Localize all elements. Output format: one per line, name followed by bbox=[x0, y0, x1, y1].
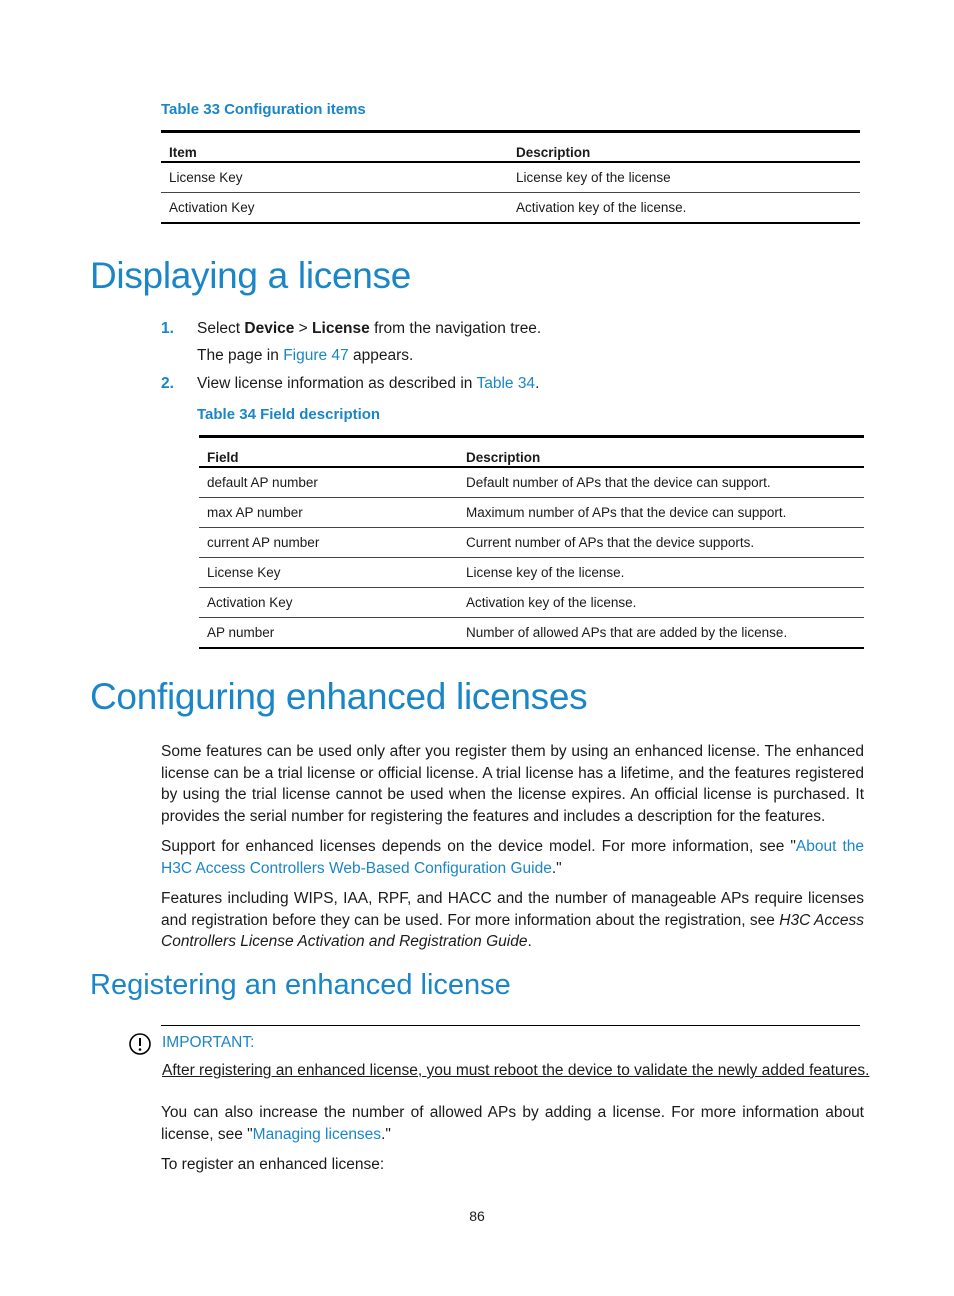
table-cell: Activation Key bbox=[161, 193, 508, 224]
paragraph: Some features can be used only after you register them by using an enhanced license. The enhanced license can be a trial license or official license. A trial license has a lifetime, and the features registered by using the trial license cannot be used when the license expires. An official license is purchased. It provides the serial number for registering the features and includes a description for the features. bbox=[161, 743, 864, 825]
web-config-guide-link[interactable]: About the H3C Access Controllers Web-Based Configuration Guide bbox=[161, 838, 865, 877]
paragraph bbox=[161, 1102, 864, 1145]
table-cell: Activation key of the license. bbox=[508, 193, 860, 224]
table-cell: max AP number bbox=[199, 498, 458, 528]
table-cell: AP number bbox=[199, 618, 458, 649]
important-notice-rule bbox=[161, 1025, 860, 1026]
step-text: appears. bbox=[348, 347, 414, 364]
managing-licenses-link[interactable]: Managing licenses bbox=[252, 1125, 382, 1143]
guide-title: H3C Access Controllers License Activation and Registration Guide bbox=[161, 911, 864, 950]
important-icon bbox=[128, 1032, 152, 1056]
paragraph bbox=[161, 888, 864, 953]
table-cell: Maximum number of APs that the device can support. bbox=[458, 498, 864, 528]
paragraph-text: Support for enhanced licenses depends on the device model. For more information, see " bbox=[161, 838, 796, 855]
paragraph-text: You can also increase the number of allowed APs by adding a license. For more information about license, see " bbox=[161, 1104, 864, 1143]
paragraph-text: Features including WIPS, IAA, RPF, and HACC and the number of manageable APs require licenses and registration before they can be used. For more information about the registration, see bbox=[161, 890, 864, 929]
section-title-displaying-license: Displaying a license bbox=[90, 255, 412, 296]
menu-path-device: Device bbox=[244, 320, 295, 337]
table-cell: Activation key of the license. bbox=[458, 588, 864, 618]
table-row bbox=[199, 498, 864, 528]
table-33-caption: Table 33 Configuration items bbox=[161, 101, 366, 118]
important-label: IMPORTANT: bbox=[162, 1034, 255, 1051]
column-header: Field bbox=[199, 438, 458, 467]
table-row bbox=[161, 162, 860, 193]
table-34-link[interactable]: Table 34 bbox=[476, 375, 536, 392]
table-cell: License Key bbox=[199, 558, 458, 588]
step-1-sub bbox=[197, 347, 413, 365]
table-cell: Default number of APs that the device can support. bbox=[458, 467, 864, 498]
table-header-row bbox=[161, 133, 860, 162]
paragraph-text: ." bbox=[381, 1125, 391, 1143]
paragraph bbox=[161, 836, 864, 879]
step-2-text bbox=[197, 375, 539, 393]
important-text: After registering an enhanced license, you must reboot the device to validate the newly added features. bbox=[162, 1062, 870, 1079]
paragraph-text: . bbox=[527, 933, 532, 950]
paragraph: To register an enhanced license: bbox=[161, 1156, 385, 1173]
step-text: from the navigation tree. bbox=[369, 320, 542, 337]
table-33 bbox=[161, 133, 860, 224]
step-number: 2. bbox=[161, 375, 174, 392]
table-cell: License key of the license. bbox=[458, 558, 864, 588]
table-cell: License Key bbox=[161, 162, 508, 193]
column-header: Description bbox=[458, 438, 864, 467]
table-row bbox=[199, 528, 864, 558]
section-title-registering-enhanced-license: Registering an enhanced license bbox=[90, 969, 511, 1001]
table-cell: Number of allowed APs that are added by the license. bbox=[458, 618, 864, 649]
table-row bbox=[199, 558, 864, 588]
table-row bbox=[199, 618, 864, 649]
column-header: Item bbox=[161, 133, 508, 162]
paragraph-text: ." bbox=[551, 859, 562, 877]
step-1-text bbox=[197, 320, 541, 338]
menu-path-license: License bbox=[312, 320, 370, 337]
figure-47-link[interactable]: Figure 47 bbox=[283, 347, 349, 364]
table-cell: current AP number bbox=[199, 528, 458, 558]
table-cell: License key of the license bbox=[508, 162, 860, 193]
table-cell: default AP number bbox=[199, 467, 458, 498]
section-title-configuring-enhanced-licenses: Configuring enhanced licenses bbox=[90, 676, 588, 717]
table-34 bbox=[199, 438, 864, 649]
step-text: The page in bbox=[197, 347, 284, 364]
table-34-caption: Table 34 Field description bbox=[197, 406, 381, 423]
menu-path-separator: > bbox=[294, 320, 313, 337]
step-text: Select bbox=[197, 320, 245, 337]
table-row bbox=[199, 467, 864, 498]
table-row bbox=[161, 193, 860, 224]
table-cell: Activation Key bbox=[199, 588, 458, 618]
table-cell: Current number of APs that the device supports. bbox=[458, 528, 864, 558]
page-number: 86 bbox=[469, 1208, 485, 1224]
table-header-row bbox=[199, 438, 864, 467]
step-number: 1. bbox=[161, 320, 174, 337]
step-text: . bbox=[535, 375, 540, 392]
section-2-body bbox=[161, 741, 864, 962]
table-row bbox=[199, 588, 864, 618]
step-text: View license information as described in bbox=[197, 375, 477, 392]
column-header: Description bbox=[508, 133, 860, 162]
section-3-body bbox=[161, 1102, 864, 1185]
